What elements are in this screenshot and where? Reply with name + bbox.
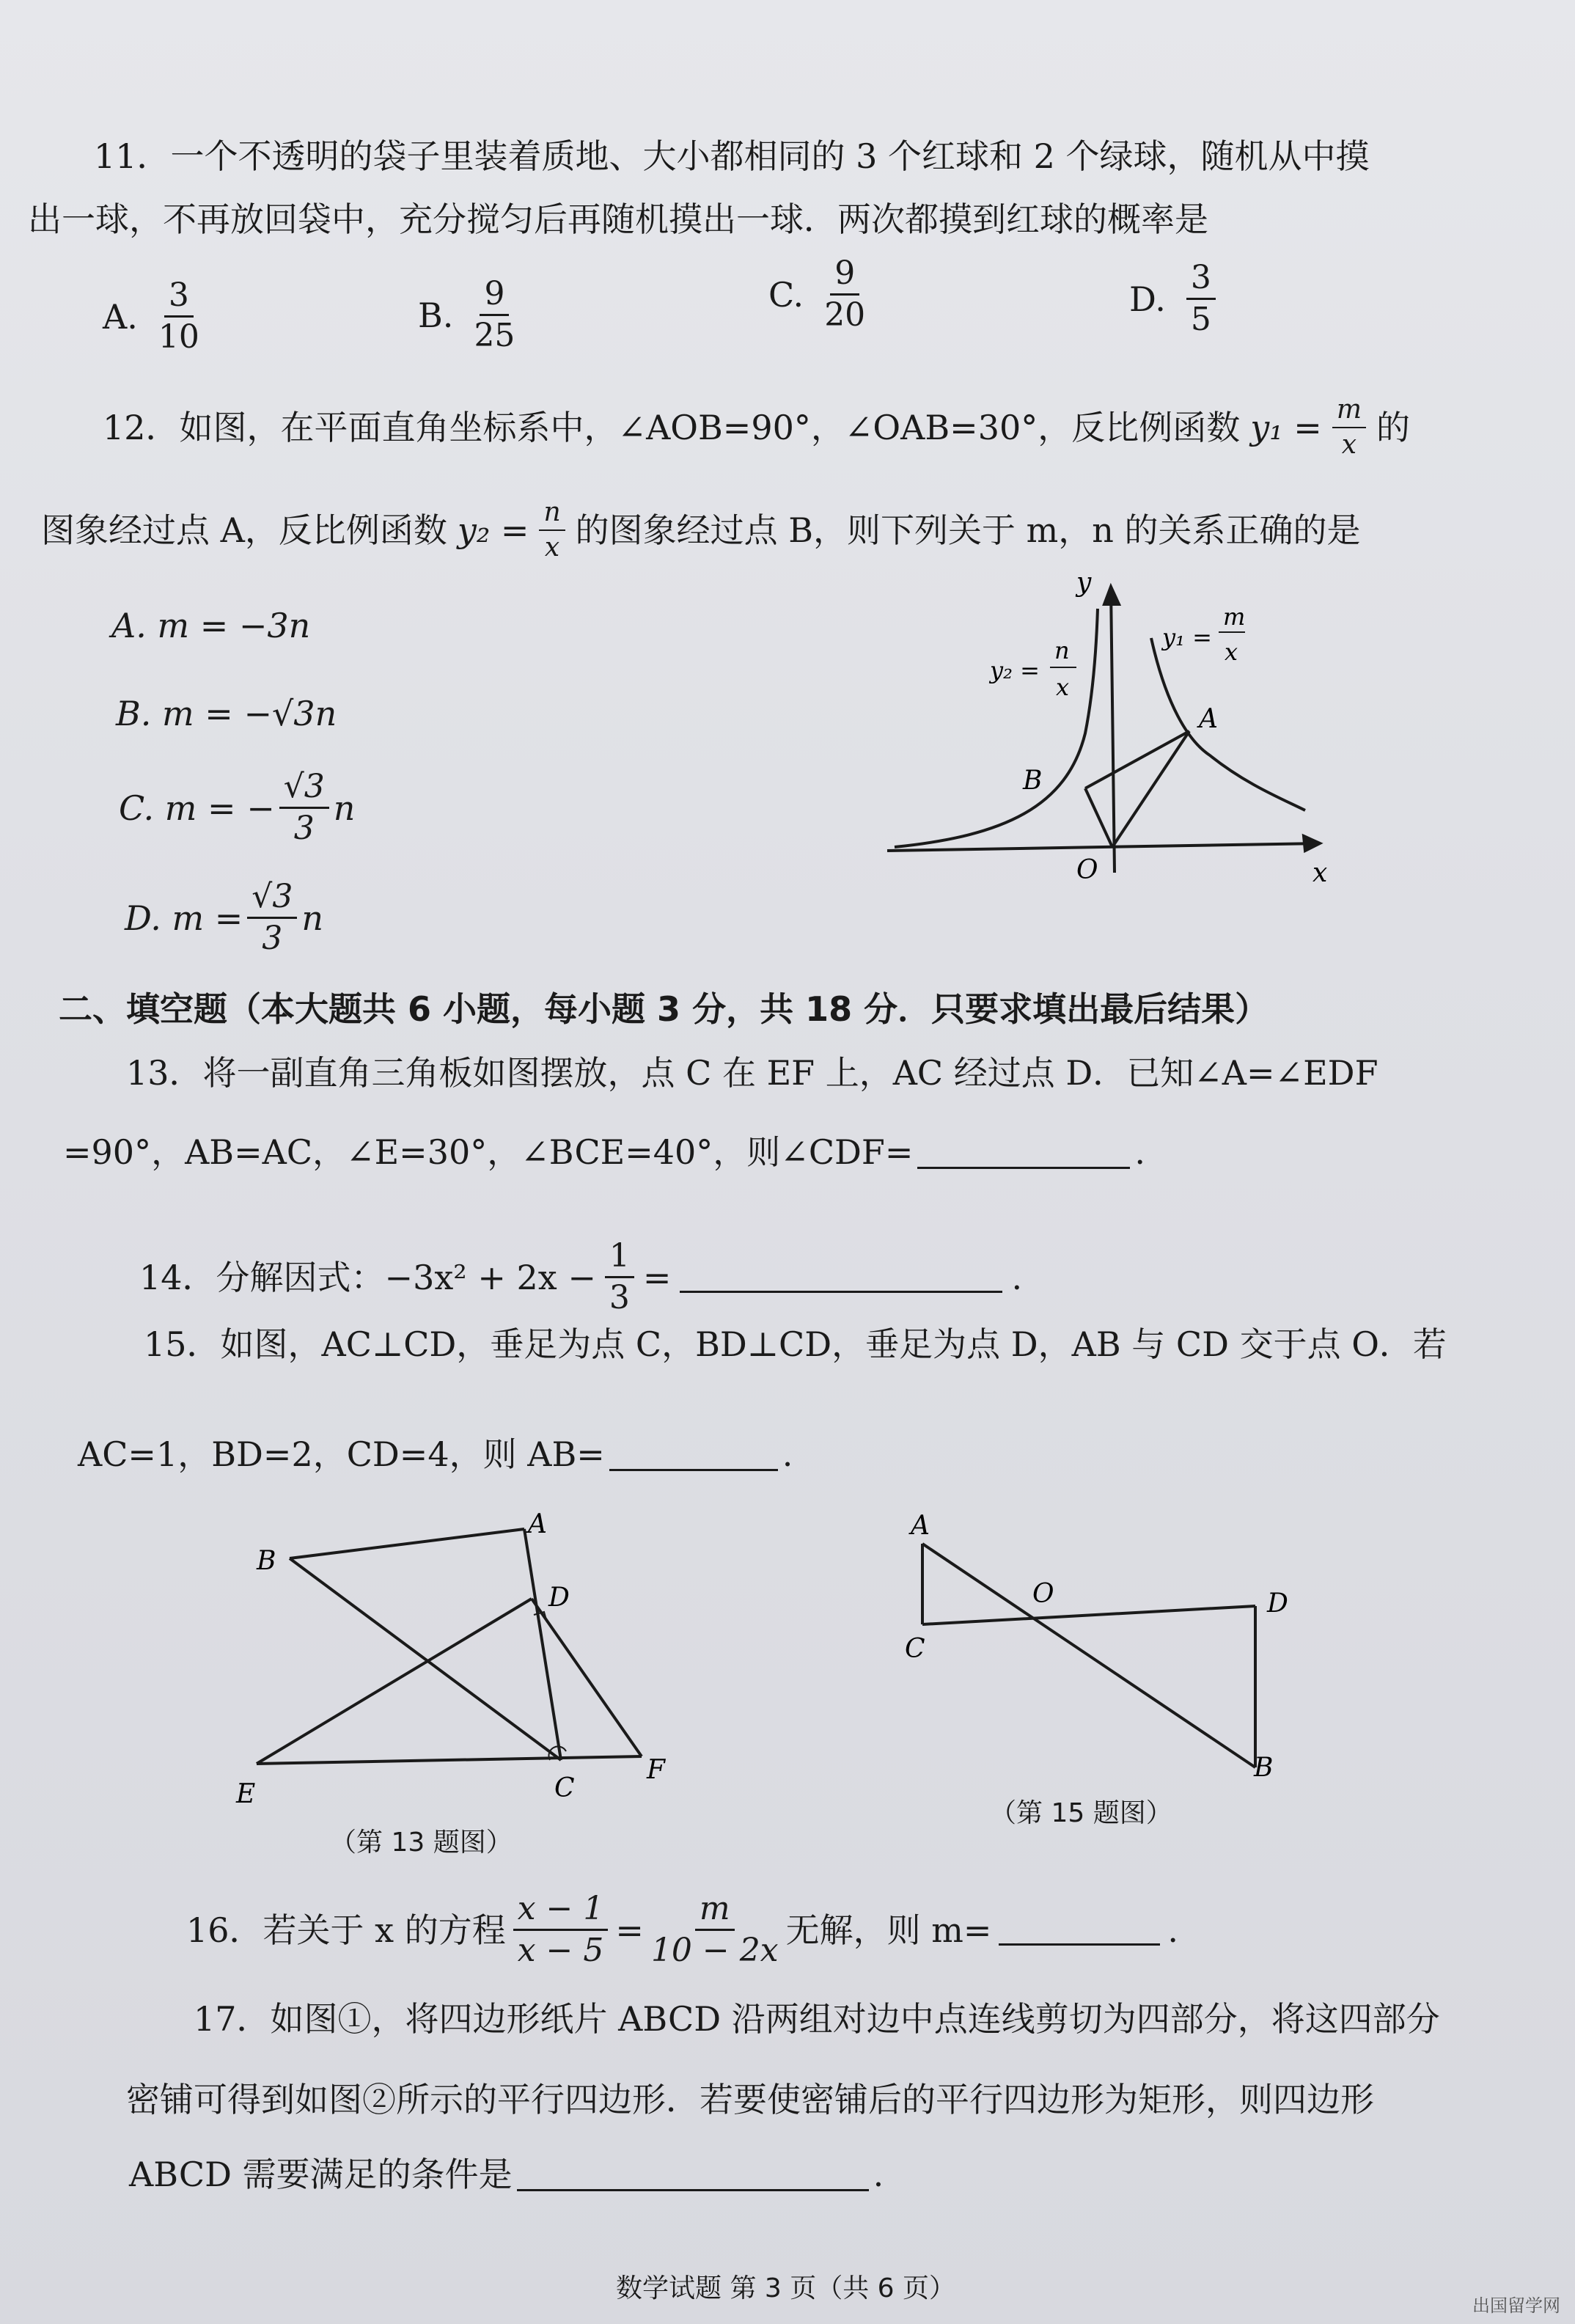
q11-option-c: C. $\frac{9}{20}$	[768, 254, 866, 334]
segment-ab	[1085, 731, 1189, 788]
y1-den: x	[1225, 638, 1238, 666]
fraction: $\frac{3}{10}$	[158, 276, 199, 356]
label-d: D	[548, 1583, 570, 1613]
page-footer: 数学试题 第 3 页（共 6 页）	[616, 2273, 956, 2303]
watermark-text: 出国留学网	[1472, 2295, 1560, 2316]
fraction: $\frac{9}{25}$	[474, 275, 515, 355]
label-b: B	[257, 1546, 276, 1576]
segment-ab	[922, 1544, 1255, 1767]
right-angle-mark	[534, 1612, 547, 1622]
q15-line1: 15．如图，AC⊥CD，垂足为点 C，BD⊥CD，垂足为点 D，AB 与 CD 交于点 O．若	[144, 1324, 1447, 1364]
q12-option-d: D. m = $\frac{√3}{3}$ n	[125, 878, 323, 958]
q11-option-a: A. $\frac{3}{10}$	[103, 276, 199, 356]
y-axis	[1111, 587, 1115, 873]
label-e: E	[236, 1779, 256, 1809]
q11-line2: 出一球，不再放回袋中，充分搅匀后再随机摸出一球．两次都摸到红球的概率是	[28, 199, 1208, 239]
q14-line: 14．分解因式：−3x² + 2x − $\frac{1}{3}$ = .	[139, 1237, 1023, 1317]
fraction: $\frac{9}{20}$	[824, 254, 866, 334]
x-axis	[887, 843, 1320, 851]
y-axis-label: y	[1076, 568, 1092, 598]
label-b: B	[1254, 1753, 1274, 1782]
x-axis-label: x	[1312, 858, 1328, 888]
fraction: $\frac{m}{10 - 2x}$	[650, 1890, 779, 1970]
segment-oa	[1112, 731, 1189, 847]
q11-option-d: D. $\frac{3}{5}$	[1129, 261, 1216, 337]
y-axis-arrow	[1104, 587, 1119, 604]
fraction: $\frac{m}{x}$	[1332, 396, 1366, 459]
y2-label: y₂ =	[990, 656, 1040, 684]
q12-option-c: C. m = − $\frac{√3}{3}$ n	[119, 768, 356, 848]
y2-den: x	[1056, 673, 1070, 701]
q16-line: 16．若关于 x 的方程 $\frac{x - 1}{x - 5}$ = $\frac{m}{10 - 2x}$ 无解，则 m= .	[186, 1890, 1178, 1970]
origin-label: O	[1076, 855, 1098, 885]
segment-ac	[524, 1529, 561, 1760]
q15-line2: AC=1，BD=2，CD=4，则 AB= .	[78, 1434, 793, 1474]
q12-option-b: B. m = −√3n	[116, 694, 337, 733]
q13-line2: =90°，AB=AC，∠E=30°，∠BCE=40°，则∠CDF= .	[63, 1132, 1146, 1172]
label-d: D	[1267, 1588, 1288, 1619]
q11-option-b: B. $\frac{9}{25}$	[418, 275, 515, 355]
section-2-title: 二、填空题（本大题共 6 小题，每小题 3 分，共 18 分．只要求填出最后结果）	[59, 989, 1269, 1029]
figure-15-caption: （第 15 题图）	[990, 1798, 1172, 1828]
figure-13	[227, 1511, 697, 1819]
segment-bo	[1085, 788, 1112, 847]
q11-line1: 11．一个不透明的袋子里装着质地、大小都相同的 3 个红球和 2 个绿球，随机从中摸	[94, 136, 1370, 176]
point-b-label: B	[1023, 766, 1043, 796]
x-axis-arrow	[1304, 836, 1320, 851]
y1-num: m	[1223, 603, 1246, 631]
q17-line2: 密铺可得到如图②所示的平行四边形．若要使密铺后的平行四边形为矩形，则四边形	[126, 2080, 1374, 2119]
segment-bc	[290, 1558, 561, 1760]
q17-line3: ABCD 需要满足的条件是 .	[129, 2155, 884, 2194]
point-a-label: A	[1199, 704, 1218, 734]
segment-ef	[257, 1756, 642, 1764]
q12-graph	[873, 565, 1356, 909]
fraction: $\frac{√3}{3}$	[247, 880, 297, 956]
figure-15	[895, 1511, 1320, 1782]
q12-line1: 12．如图，在平面直角坐标系中，∠AOB=90°，∠OAB=30°，反比例函数 y₁ = $\frac{m}{x}$ 的	[103, 395, 1410, 460]
figure-13-caption: （第 13 题图）	[330, 1828, 513, 1858]
label-o: O	[1032, 1579, 1054, 1609]
fraction: $\frac{3}{5}$	[1186, 261, 1216, 337]
q12-line2: 图象经过点 A，反比例函数 y₂ = $\frac{n}{x}$ 的图象经过点 B，则下列关于 m，n 的关系正确的是	[41, 497, 1361, 562]
q16-answer-blank[interactable]	[999, 1914, 1160, 1946]
q17-answer-blank[interactable]	[517, 2160, 869, 2191]
q13-line1: 13．将一副直角三角板如图摆放，点 C 在 EF 上，AC 经过点 D．已知∠A=∠EDF	[126, 1053, 1378, 1093]
segment-ba	[290, 1529, 524, 1558]
fraction: $\frac{√3}{3}$	[279, 770, 329, 846]
segment-ed	[257, 1599, 532, 1764]
q17-line1: 17．如图①，将四边形纸片 ABCD 沿两组对边中点连线剪切为四部分，将这四部分	[194, 1999, 1440, 2039]
label-c: C	[905, 1634, 925, 1664]
label-a: A	[911, 1511, 930, 1541]
fraction: $\frac{n}{x}$	[539, 499, 565, 562]
q12-option-a: A. m = −3n	[111, 606, 311, 645]
fraction: $\frac{x - 1}{x - 5}$	[513, 1892, 609, 1968]
label-f: F	[647, 1755, 665, 1785]
q15-answer-blank[interactable]	[609, 1440, 778, 1471]
label-a: A	[528, 1511, 547, 1539]
y2-num: n	[1054, 637, 1070, 664]
label-c: C	[554, 1773, 575, 1803]
y1-label: y₁ =	[1162, 623, 1212, 651]
segment-cd	[922, 1606, 1255, 1624]
fraction: $\frac{1}{3}$	[605, 1239, 634, 1315]
q13-answer-blank[interactable]	[917, 1137, 1130, 1169]
q14-answer-blank[interactable]	[680, 1261, 1002, 1293]
